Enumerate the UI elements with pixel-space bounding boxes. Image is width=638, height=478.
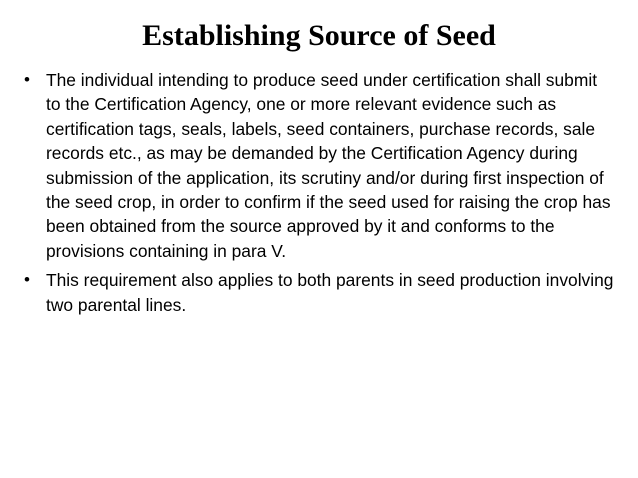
bullet-dot-icon: • — [24, 270, 30, 290]
bullet-dot-icon: • — [24, 70, 30, 89]
bullet-text: The individual intending to produce seed under certification shall submit to the Certification Agency, one or more relevant evidence such as certification tags, seals, labels, seed containers, purchase records, sale records etc., as may be demanded by the Certification Agency during submission of the application, its scrutiny and/or during first inspection of the seed crop, in order to confirm if the seed used for raising the crop has been obtained from the source approved by it and conforms to the provisions containing in para V. — [46, 70, 611, 261]
bullet-item — [0, 268, 638, 317]
bullet-list — [0, 68, 638, 322]
bullet-text: This requirement also applies to both parents in seed production involving two parental lines. — [46, 270, 614, 315]
slide-title: Establishing Source of Seed — [142, 19, 496, 52]
bullet-item — [0, 68, 638, 263]
